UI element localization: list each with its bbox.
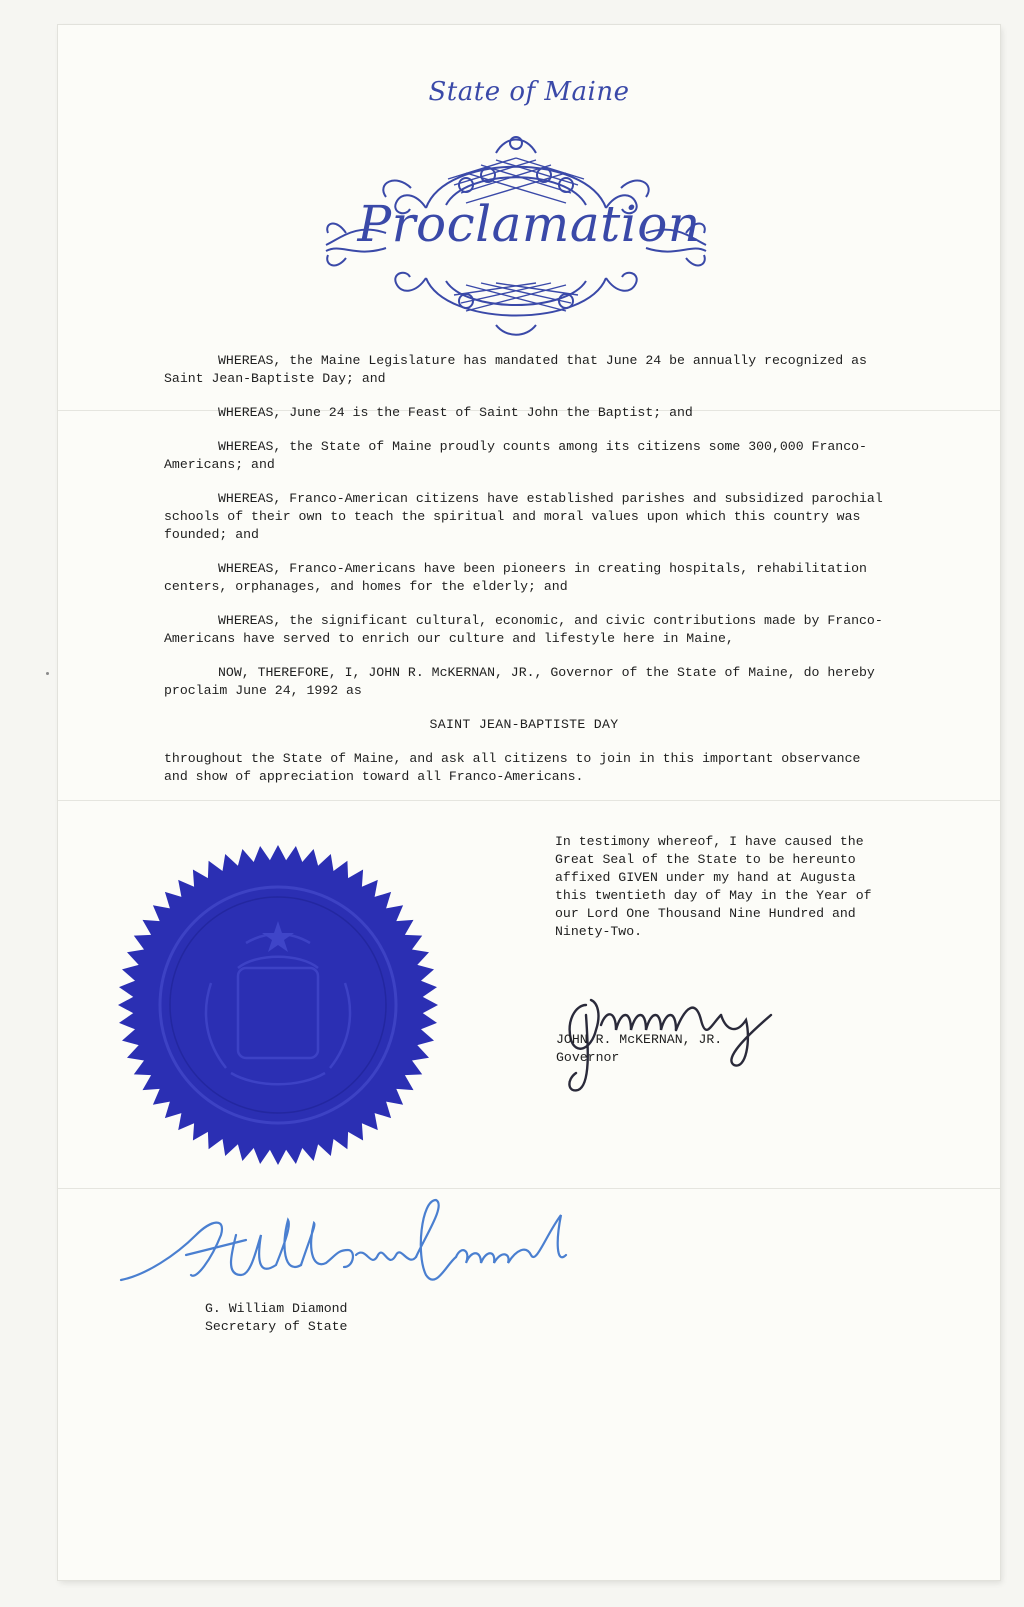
whereas-paragraph: WHEREAS, Franco-Americans have been pioneers in creating hospitals, rehabilitation centers, orphanages, and homes for the elderly; and <box>164 561 867 594</box>
state-title: State of Maine <box>428 77 630 107</box>
proclaimed-day: SAINT JEAN-BAPTISTE DAY <box>429 717 619 732</box>
therefore-paragraph: NOW, THEREFORE, I, JOHN R. McKERNAN, JR., Governor of the State of Maine, do hereby proclaim June 24, 1992 as <box>164 665 875 698</box>
whereas-paragraph: WHEREAS, Franco-American citizens have established parishes and subsidized parochial schools of their own to teach the spiritual and moral values upon which this country was founded; and <box>164 491 883 542</box>
secretary-signature-block <box>205 1300 465 1336</box>
governor-signature-block <box>556 1031 816 1067</box>
whereas-paragraph: WHEREAS, June 24 is the Feast of Saint John the Baptist; and <box>218 405 693 420</box>
testimony-paragraph: In testimony whereof, I have caused the Great Seal of the State to be hereunto affixed GIVEN under my hand at Augusta this twentieth day of May in the Year of our Lord One Thousand Nine Hundred and Ninety-Two. <box>555 834 872 939</box>
proclamation-document <box>58 25 1000 1580</box>
secretary-signature-icon <box>116 1195 586 1295</box>
great-seal-icon <box>116 843 440 1167</box>
closing-paragraph: throughout the State of Maine, and ask all citizens to join in this important observance and show of appreciation toward all Franco-Americans. <box>164 751 861 784</box>
governor-title: Governor <box>556 1050 620 1065</box>
whereas-paragraph: WHEREAS, the significant cultural, economic, and civic contributions made by Franco-Americans have served to enrich our culture and lifestyle here in Maine, <box>164 613 883 646</box>
secretary-name: G. William Diamond <box>205 1301 348 1316</box>
paper-fold-line <box>58 1188 1000 1189</box>
margin-speck <box>46 672 49 675</box>
whereas-paragraph: WHEREAS, the Maine Legislature has mandated that June 24 be annually recognized as Saint Jean-Baptiste Day; and <box>164 353 867 386</box>
proclamation-title: Proclamation <box>357 195 701 253</box>
secretary-title: Secretary of State <box>205 1319 348 1334</box>
whereas-paragraph: WHEREAS, the State of Maine proudly counts among its citizens some 300,000 Franco-Americans; and <box>164 439 867 472</box>
proclamation-body <box>164 352 884 802</box>
governor-name: JOHN R. McKERNAN, JR. <box>556 1032 723 1047</box>
